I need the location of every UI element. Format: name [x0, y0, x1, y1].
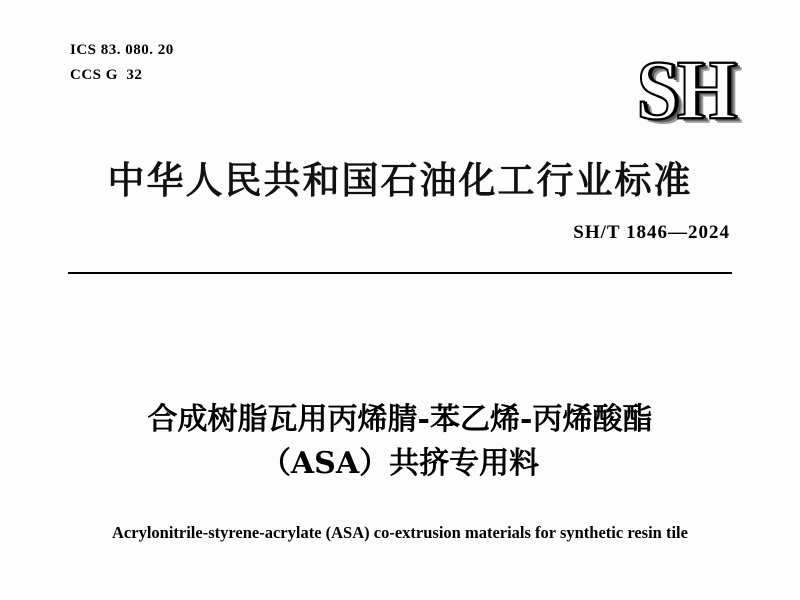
issuing-organization-title: 中华人民共和国石油化工行业标准 [107, 158, 693, 202]
document-title-line-2: （ASA）共挤专用料 [260, 445, 540, 481]
ccs-code: CCS G 32 [70, 66, 143, 83]
classification-block [70, 38, 174, 88]
document-subtitle-english: Acrylonitrile-styrene-acrylate (ASA) co-extrusion materials for synthetic resin tile [112, 523, 688, 542]
document-title [60, 398, 740, 485]
sh-emblem-logo: SH [636, 43, 734, 138]
standard-number: SH/T 1846—2024 [573, 222, 730, 243]
ics-code: ICS 83. 080. 20 [70, 42, 174, 58]
horizontal-divider [68, 272, 732, 274]
document-title-line-1: 合成树脂瓦用丙烯腈-苯乙烯-丙烯酸酯 [147, 402, 653, 437]
